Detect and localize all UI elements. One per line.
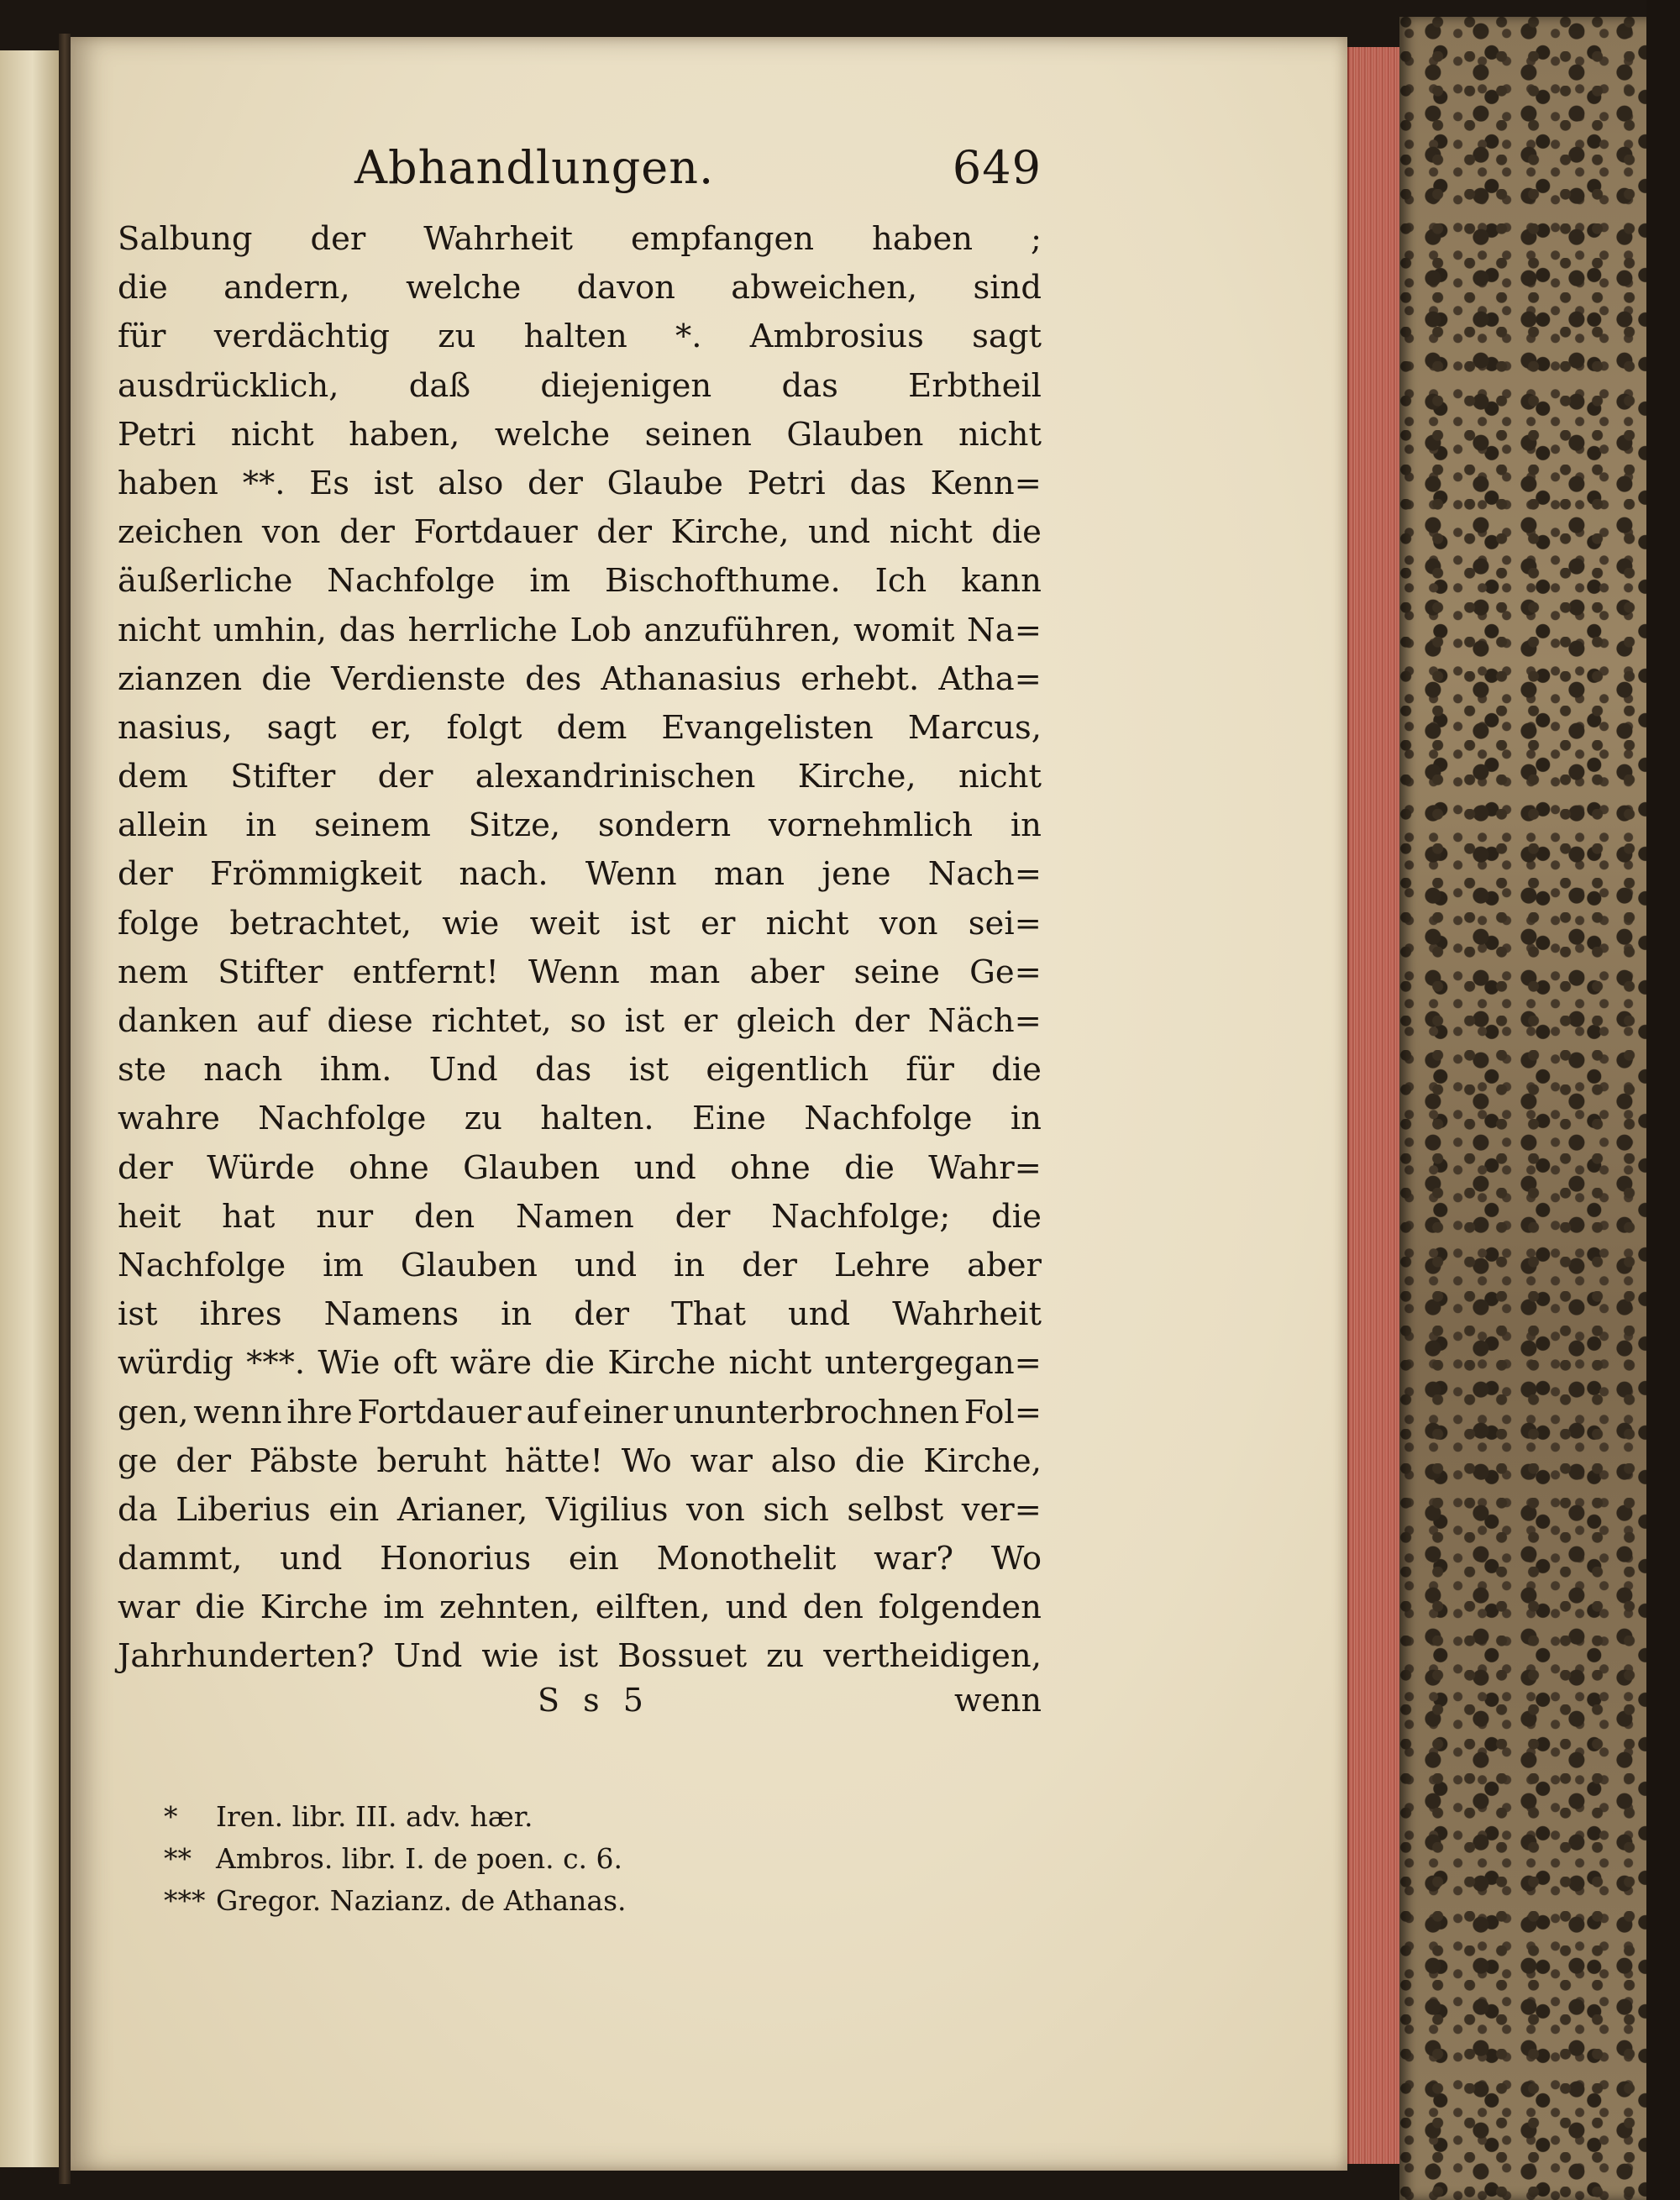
footnote-text: Gregor. Nazianz. de Athanas. (216, 1884, 627, 1917)
background-shadow (1646, 0, 1680, 2200)
text-line: dammt, und Honorius ein Monothelit war? Wo (118, 1540, 1042, 1578)
text-line: ist ihres Namens in der That und Wahrheit (118, 1295, 1042, 1334)
text-line: war die Kirche im zehnten, eilften, und den folgenden (118, 1588, 1042, 1627)
red-page-edges (1347, 47, 1401, 2164)
text-line: Petri nicht haben, welche seinen Glauben nicht (118, 415, 1042, 454)
text-line: der Würde ohne Glauben und ohne die Wahr= (118, 1148, 1042, 1187)
text-line: gen, wenn ihre Fortdauer auf einer ununterbrochnen Fol= (118, 1393, 1042, 1431)
text-line: da Liberius ein Arianer, Vigilius von sich selbst ver= (118, 1490, 1042, 1529)
footnote (164, 1796, 627, 1838)
text-line: Jahrhunderten? Und wie ist Bossuet zu vertheidigen, (118, 1637, 1042, 1676)
running-header (118, 141, 1042, 215)
text-line: der Frömmigkeit nach. Wenn man jene Nach= (118, 855, 1042, 894)
text-line: danken auf diese richtet, so ist er gleich der Näch= (118, 1002, 1042, 1040)
text-line: nasius, sagt er, folgt dem Evangelisten Marcus, (118, 708, 1042, 747)
footnote-mark: *** (164, 1884, 206, 1917)
text-line: ste nach ihm. Und das ist eigentlich für die (118, 1051, 1042, 1089)
text-line: würdig ***. Wie oft wäre die Kirche nicht untergegan= (118, 1344, 1042, 1383)
footnote (164, 1838, 627, 1880)
text-line: äußerliche Nachfolge im Bischofthume. Ich kann (118, 562, 1042, 601)
footnote-mark: ** (164, 1842, 192, 1875)
marbled-cover (1399, 17, 1680, 2200)
footnote-text: Ambros. libr. I. de poen. c. 6. (216, 1842, 623, 1875)
text-block (118, 141, 1042, 1732)
book-gutter (59, 34, 71, 2184)
footnote-text: Iren. libr. III. adv. hær. (216, 1800, 533, 1833)
signature-mark: S s 5 (538, 1681, 650, 1719)
text-line: ge der Päbste beruht hätte! Wo war also die Kirche, (118, 1441, 1042, 1480)
text-line: zeichen von der Fortdauer der Kirche, und nicht die (118, 513, 1042, 552)
left-page-edge (0, 50, 64, 2167)
text-line: ausdrücklich, daß diejenigen das Erbtheil (118, 366, 1042, 405)
page-number: 649 (952, 141, 1042, 194)
text-line: die andern, welche davon abweichen, sind (118, 269, 1042, 307)
text-line: nem Stifter entfernt! Wenn man aber seine Ge= (118, 953, 1042, 991)
text-line: allein in seinem Sitze, sondern vornehmlich in (118, 806, 1042, 845)
text-line: für verdächtig zu halten *. Ambrosius sagt (118, 318, 1042, 356)
text-line: dem Stifter der alexandrinischen Kirche, nicht (118, 758, 1042, 796)
text-line: nicht umhin, das herrliche Lob anzuführen, womit Na= (118, 611, 1042, 649)
footnote-mark: * (164, 1800, 178, 1833)
catchword: wenn (954, 1681, 1042, 1719)
text-line: wahre Nachfolge zu halten. Eine Nachfolge in (118, 1100, 1042, 1138)
body-text (118, 215, 1042, 1682)
text-line: heit hat nur den Namen der Nachfolge; die (118, 1197, 1042, 1236)
signature-line (118, 1682, 1042, 1732)
footnote (164, 1880, 627, 1922)
running-title: Abhandlungen. (354, 141, 715, 194)
text-line: haben **. Es ist also der Glaube Petri das Kenn= (118, 464, 1042, 502)
text-line: Nachfolge im Glauben und in der Lehre aber (118, 1246, 1042, 1284)
text-line: zianzen die Verdienste des Athanasius erhebt. Atha= (118, 659, 1042, 698)
text-line: folge betrachtet, wie weit ist er nicht von sei= (118, 904, 1042, 942)
footnotes (164, 1796, 627, 1922)
text-line: Salbung der Wahrheit empfangen haben ; (118, 220, 1042, 258)
